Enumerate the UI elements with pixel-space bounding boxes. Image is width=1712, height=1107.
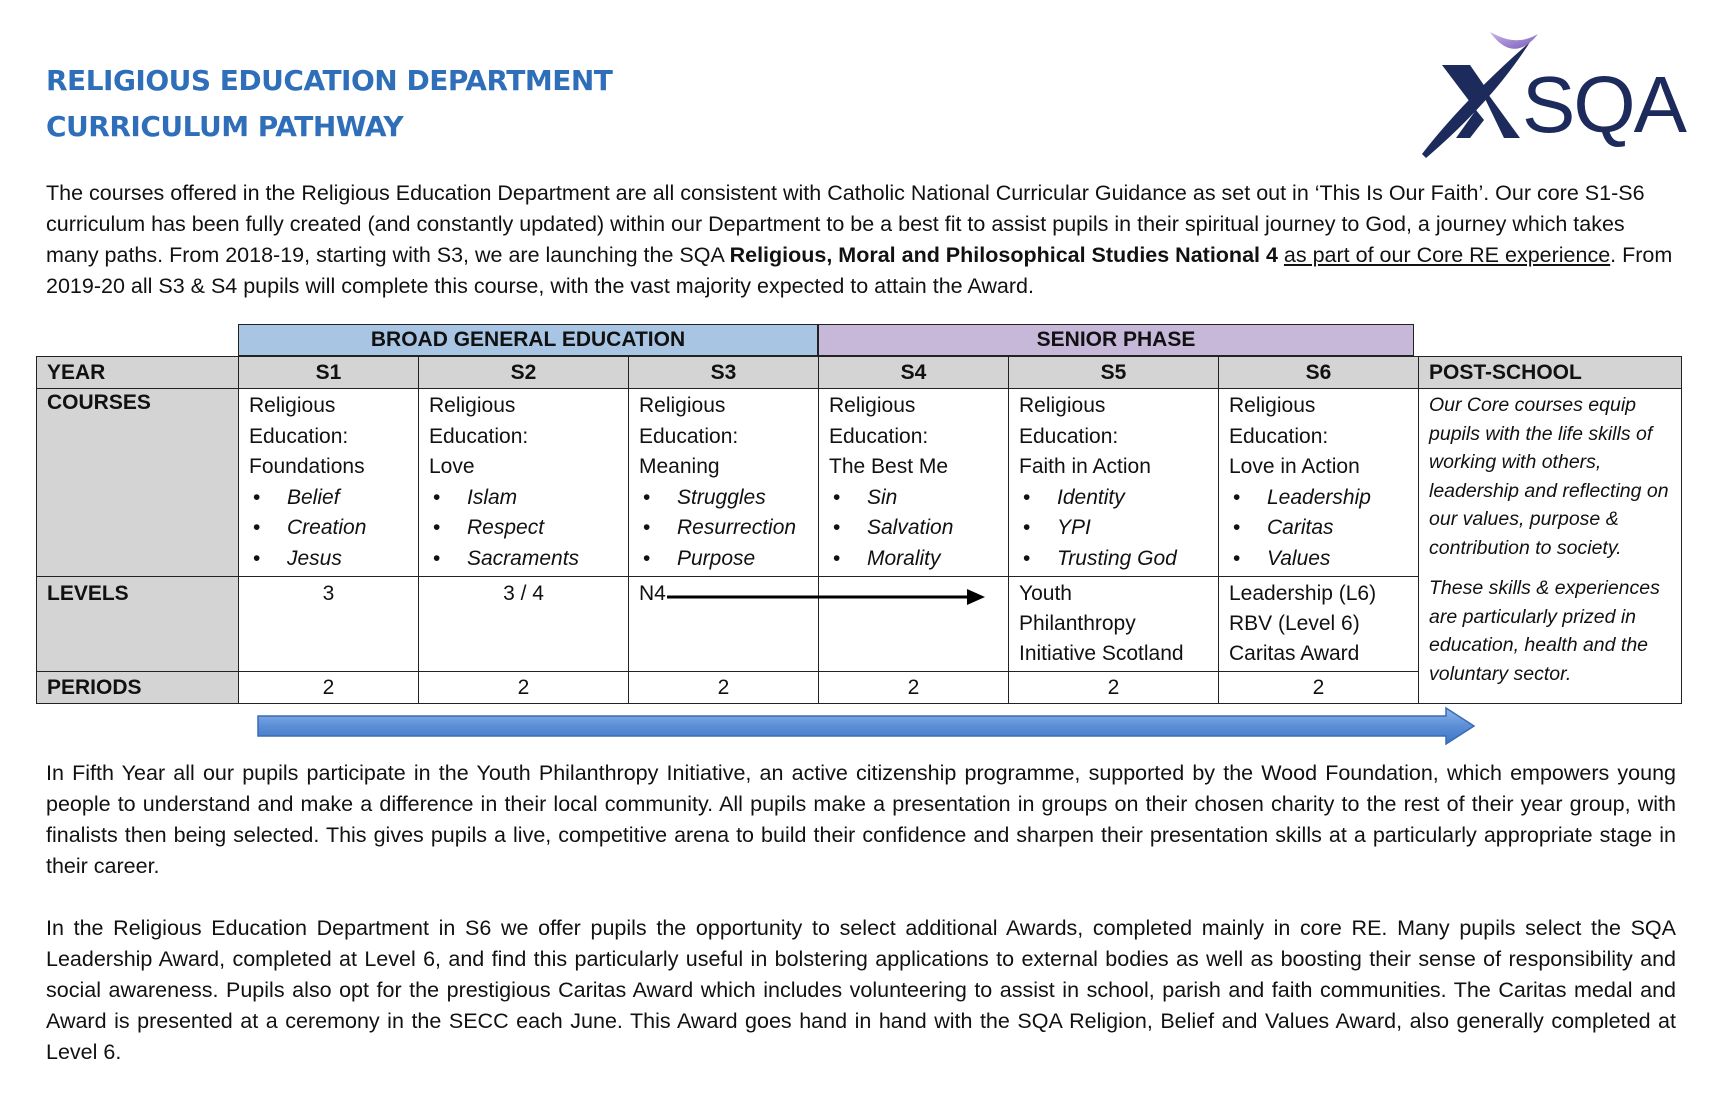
curriculum-table	[36, 356, 1682, 704]
periods-s3: 2	[629, 672, 819, 704]
course-title: Foundations	[249, 455, 365, 478]
level-line: Caritas Award	[1229, 642, 1360, 665]
level-s2: 3 / 4	[419, 577, 629, 672]
header-s5: S5	[1009, 357, 1219, 389]
level-s1: 3	[239, 577, 419, 672]
header-post-school: POST-SCHOOL	[1419, 357, 1682, 389]
level-line: RBV (Level 6)	[1229, 612, 1360, 635]
course-title: The Best Me	[829, 455, 949, 478]
header-s1: S1	[239, 357, 419, 389]
year-header-row	[37, 357, 1682, 389]
logo-text: SQA	[1522, 60, 1685, 149]
n4-progression-arrow-icon	[667, 587, 987, 607]
intro-bold-course: Religious, Moral and Philosophical Studies National 4	[729, 243, 1278, 267]
topic-item: • Purpose	[639, 544, 808, 575]
course-topics	[639, 483, 808, 575]
periods-s2: 2	[419, 672, 629, 704]
topic-item: • Trusting God	[1019, 544, 1208, 575]
page-title	[46, 58, 612, 150]
intro-text-1: The courses offered in the Religious Education Department are all consistent with Catholic National Curricular Guidance as set out in ‘This Is Our Faith’. Our core S1-S6 curriculum has been fully created (and constantly updated) within our Department to be a best fit to assist pupils in their spiritual journey to God, a journey which takes many paths. From 2018-19, starting with S3, we are launching the SQA	[46, 181, 1645, 267]
awards-paragraph: In the Religious Education Department in S6 we offer pupils the opportunity to select additional Awards, completed mainly in core RE. Many pupils select the SQA Leadership Award, completed at Level 6, and find this particularly useful in bolstering applications to external bodies as well as boosting their sense of responsibility and social awareness. Pupils also opt for the prestigious Caritas Award which includes volunteering to assist in school, parish and faith communities. The Caritas medal and Award is presented at a ceremony in the SECC each June. This Award goes hand in hand with the SQA Religion, Belief and Values Award, also generally completed at Level 6.	[46, 916, 1676, 1064]
courses-row	[37, 389, 1682, 577]
title-line-1: RELIGIOUS EDUCATION DEPARTMENT	[46, 64, 613, 97]
bge-band: BROAD GENERAL EDUCATION	[238, 324, 818, 356]
topic-item: • Sacraments	[429, 544, 618, 575]
intro-underlined: as part of our Core RE experience	[1283, 243, 1611, 267]
courses-label: COURSES	[37, 389, 239, 577]
course-line: Religious	[829, 394, 916, 417]
right-arrow-icon	[256, 706, 1476, 746]
course-s5	[1009, 389, 1219, 577]
course-title: Meaning	[639, 455, 720, 478]
senior-phase-band: SENIOR PHASE	[818, 324, 1414, 356]
header-s6: S6	[1219, 357, 1419, 389]
course-line: Education:	[1229, 424, 1329, 448]
title-line-2: CURRICULUM PATHWAY	[46, 110, 404, 143]
year-header: YEAR	[37, 357, 239, 389]
header-s3: S3	[629, 357, 819, 389]
course-line: Education:	[249, 424, 349, 448]
level-line: Initiative Scotland	[1019, 642, 1184, 665]
course-topics	[829, 483, 998, 575]
course-line: Religious	[1229, 394, 1316, 417]
course-title: Love in Action	[1229, 455, 1360, 478]
topic-item: • Creation	[249, 513, 408, 544]
periods-s1: 2	[239, 672, 419, 704]
levels-label: LEVELS	[37, 577, 239, 672]
periods-label: PERIODS	[37, 672, 239, 704]
course-line: Religious	[639, 394, 726, 417]
topic-item: • Islam	[429, 483, 618, 514]
course-topics	[1229, 483, 1408, 575]
course-line: Religious	[429, 394, 516, 417]
header-s2: S2	[419, 357, 629, 389]
course-s6	[1219, 389, 1419, 577]
level-s5	[1009, 577, 1219, 672]
course-s3	[629, 389, 819, 577]
course-topics	[1019, 483, 1208, 575]
topic-item: • Belief	[249, 483, 408, 514]
level-line: Philanthropy	[1019, 612, 1136, 635]
periods-s6: 2	[1219, 672, 1419, 704]
course-line: Education:	[829, 424, 929, 448]
intro-paragraph	[46, 178, 1676, 302]
topic-item: • Struggles	[639, 483, 808, 514]
course-title: Love	[429, 455, 475, 478]
topic-item: • Respect	[429, 513, 618, 544]
topic-item: • Salvation	[829, 513, 998, 544]
topic-item: • Sin	[829, 483, 998, 514]
course-title: Faith in Action	[1019, 455, 1151, 478]
level-s3: N4	[629, 577, 819, 672]
post-school-text-2: These skills & experiences are particularly prized in education, health and the voluntary sector.	[1429, 577, 1660, 685]
topic-item: • Identity	[1019, 483, 1208, 514]
topic-item: • Caritas	[1229, 513, 1408, 544]
level-s6	[1219, 577, 1419, 672]
course-line: Education:	[1019, 424, 1119, 448]
intro-text-2: . From 2019-20 all S3 & S4 pupils will complete this course, with the vast majority expected to attain the Award.	[46, 243, 1673, 298]
periods-s5: 2	[1009, 672, 1219, 704]
periods-s4: 2	[819, 672, 1009, 704]
header-s4: S4	[819, 357, 1009, 389]
topic-item: • Morality	[829, 544, 998, 575]
topic-item: • Values	[1229, 544, 1408, 575]
course-s2	[419, 389, 629, 577]
sqa-logo	[1412, 20, 1692, 170]
topic-item: • Leadership	[1229, 483, 1408, 514]
course-line: Education:	[429, 424, 529, 448]
topic-item: • Jesus	[249, 544, 408, 575]
topic-item: • YPI	[1019, 513, 1208, 544]
topic-item: • Resurrection	[639, 513, 808, 544]
course-topics	[249, 483, 408, 575]
course-topics	[429, 483, 618, 575]
ypi-paragraph: In Fifth Year all our pupils participate in the Youth Philanthropy Initiative, an active citizenship programme, supported by the Wood Foundation, which empowers young people to understand and make a difference in their local community. All pupils make a presentation in groups on their chosen charity to the rest of their year group, with finalists then being selected. This gives pupils a live, competitive arena to build their confidence and sharpen their presentation skills at a particularly appropriate stage in their career.	[46, 761, 1676, 878]
course-line: Religious	[1019, 394, 1106, 417]
level-line: Leadership (L6)	[1229, 582, 1377, 605]
course-s4	[819, 389, 1009, 577]
course-s1	[239, 389, 419, 577]
level-line: Youth	[1019, 582, 1072, 605]
post-school-description	[1419, 389, 1682, 704]
post-school-text-1: Our Core courses equip pupils with the life skills of working with others, leadership and reflecting on our values, purpose & contribution to society.	[1429, 394, 1669, 559]
course-line: Education:	[639, 424, 739, 448]
course-line: Religious	[249, 394, 336, 417]
